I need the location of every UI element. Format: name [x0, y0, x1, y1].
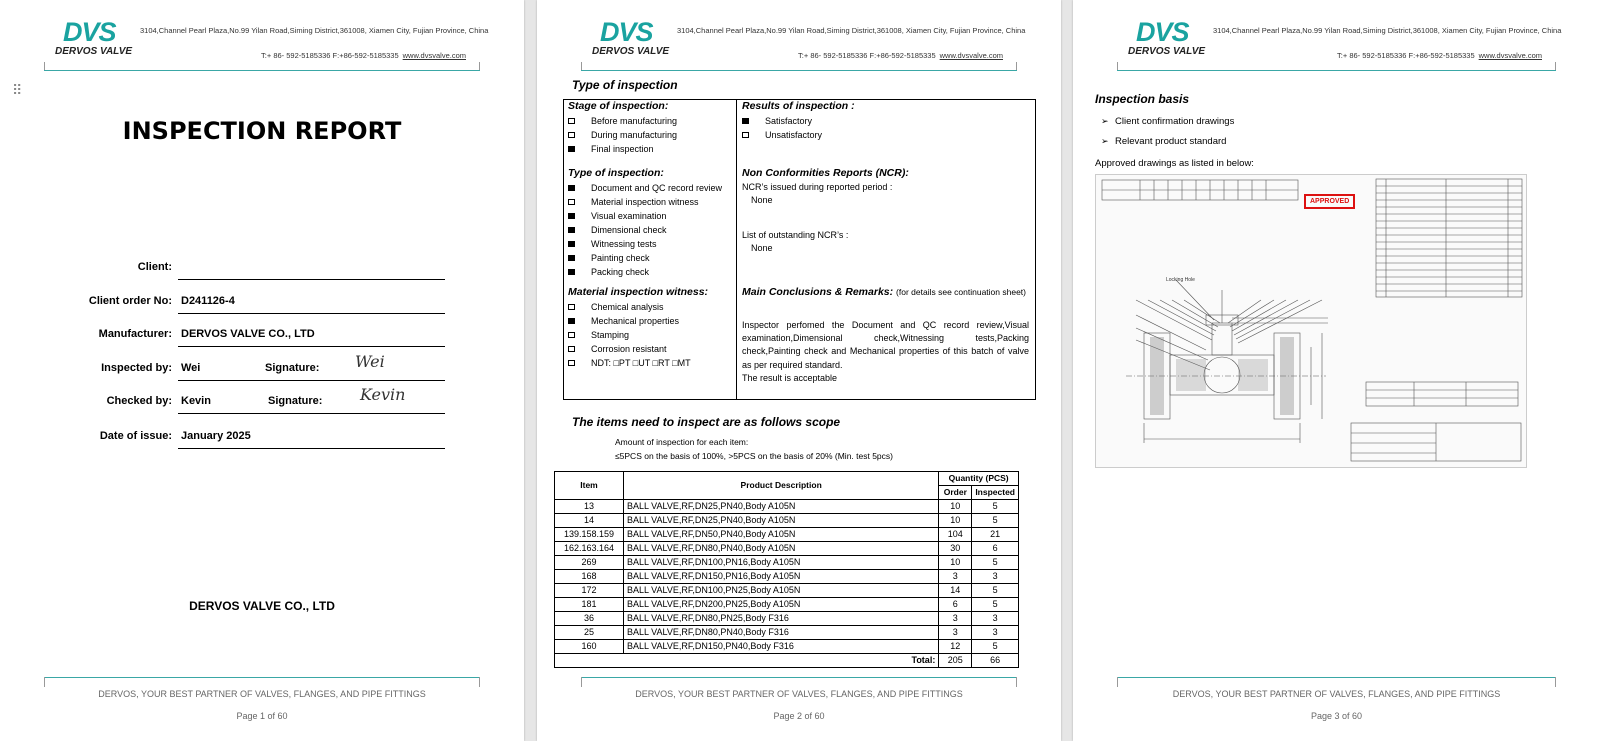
arrow-bullet-icon: ➢: [1101, 116, 1109, 126]
checkbox-item: [568, 237, 722, 251]
stage-section: [568, 100, 677, 156]
basis-line: ≤5PCS on the basis of 100%, >5PCS on the basis of 20% (Min. test 5pcs): [615, 451, 893, 461]
logo-mark: DVS: [600, 17, 653, 47]
col-desc-header: Product Description: [624, 472, 939, 500]
page-number: Page 2 of 60: [773, 711, 825, 721]
checkbox-label: Document and QC record review: [591, 183, 723, 193]
ncr-title: Non Conformities Reports (NCR):: [742, 167, 909, 179]
arrow-bullet-icon: ➢: [1101, 136, 1109, 146]
table-row: [555, 584, 1019, 598]
logo-name: DERVOS VALVE: [592, 46, 670, 57]
field-underline: [178, 279, 445, 280]
inspected-signature: Wei: [355, 352, 385, 371]
checkbox-item: [568, 128, 677, 142]
header-website-link[interactable]: www.dvsvalve.com: [939, 51, 1003, 60]
row-description: BALL VALVE,RF,DN25,PN40,Body A105N: [624, 514, 939, 528]
type-list: [568, 181, 722, 279]
drawing-label: Locking Hole: [1166, 277, 1195, 283]
footer-tagline: DERVOS, YOUR BEST PARTNER OF VALVES, FLANGES, AND PIPE FITTINGS: [98, 689, 426, 699]
row-description: BALL VALVE,RF,DN80,PN25,Body F316: [624, 612, 939, 626]
table-row: [555, 570, 1019, 584]
row-order: 10: [939, 500, 972, 514]
checked-box-icon[interactable]: [742, 118, 749, 124]
checkbox-label: Material inspection witness: [591, 197, 699, 207]
column-divider: [736, 100, 737, 399]
row-description: BALL VALVE,RF,DN200,PN25,Body A105N: [624, 598, 939, 612]
report-page-1: [0, 0, 524, 741]
header-corner-mark: [479, 62, 480, 70]
row-order: 30: [939, 542, 972, 556]
checked-box-icon[interactable]: [568, 318, 575, 324]
unchecked-box-icon[interactable]: [568, 199, 575, 205]
order-label: Client order No:: [88, 295, 172, 307]
page-header: [537, 0, 1061, 80]
unchecked-box-icon[interactable]: [568, 118, 575, 124]
row-order: 14: [939, 584, 972, 598]
table-row: [555, 514, 1019, 528]
row-description: BALL VALVE,RF,DN80,PN40,Body F316: [624, 626, 939, 640]
row-inspected: 3: [972, 626, 1019, 640]
table-row: [555, 598, 1019, 612]
company-logo: [55, 18, 145, 60]
checked-box-icon[interactable]: [568, 255, 575, 261]
results-title: Results of inspection :: [742, 100, 855, 112]
amount-line: Amount of inspection for each item:: [615, 437, 749, 447]
basis-item-label: Client confirmation drawings: [1115, 116, 1235, 127]
total-row: [555, 654, 1019, 668]
checkbox-label: Satisfactory: [765, 116, 813, 126]
inspected-signature-label: Signature:: [265, 362, 320, 374]
row-order: 3: [939, 626, 972, 640]
row-item: 168: [555, 570, 624, 584]
checked-signature-label: Signature:: [268, 395, 323, 407]
checkbox-item: [568, 342, 708, 356]
basis-item: [1101, 136, 1226, 147]
checked-by-label: Checked by:: [106, 395, 172, 407]
row-inspected: 5: [972, 514, 1019, 528]
inspection-basis-title: Inspection basis: [1095, 92, 1190, 106]
ncr-section: [742, 167, 909, 255]
total-inspected: 66: [972, 654, 1019, 668]
checkbox-label: Witnessing tests: [591, 239, 657, 249]
unchecked-box-icon[interactable]: [568, 132, 575, 138]
logo-mark: DVS: [63, 17, 116, 47]
checkbox-label: Mechanical properties: [591, 316, 680, 326]
checkbox-item: [568, 300, 708, 314]
table-row: [555, 626, 1019, 640]
inspected-by-label: Inspected by:: [101, 362, 172, 374]
header-address: 3104,Channel Pearl Plaza,No.99 Yilan Road,Siming District,361008, Xiamen City, Fujian Province, China: [677, 26, 1026, 35]
field-underline: [178, 413, 445, 414]
conclusions-text-block: [742, 319, 1029, 385]
checkbox-label: Unsatisfactory: [765, 130, 823, 140]
row-description: BALL VALVE,RF,DN80,PN40,Body A105N: [624, 542, 939, 556]
report-title: INSPECTION REPORT: [122, 117, 402, 145]
footer-tagline: DERVOS, YOUR BEST PARTNER OF VALVES, FLANGES, AND PIPE FITTINGS: [1172, 689, 1501, 699]
header-divider: [581, 70, 1017, 71]
checkbox-label: Painting check: [591, 253, 650, 263]
checkbox-label: Stamping: [591, 330, 630, 340]
row-item: 162.163.164: [555, 542, 624, 556]
unchecked-box-icon[interactable]: [742, 132, 749, 138]
results-list: [742, 114, 855, 142]
drag-handle-icon[interactable]: ⠿: [12, 82, 23, 98]
row-inspected: 5: [972, 584, 1019, 598]
header-contact: [261, 51, 466, 60]
type-section: [568, 167, 722, 279]
row-inspected: 6: [972, 542, 1019, 556]
checkbox-label: Final inspection: [591, 144, 654, 154]
ncr-outstanding-value: None: [751, 243, 773, 253]
company-logo: [1128, 18, 1218, 60]
header-address: 3104,Channel Pearl Plaza,No.99 Yilan Road,Siming District,361008, Xiamen City, Fujian Province, China: [140, 26, 489, 35]
manufacturer-row: [0, 316, 524, 349]
header-phone-fax: T:+ 86- 592-5185336 F:+86-592-5185335: [1337, 51, 1475, 60]
logo-name: DERVOS VALVE: [1128, 46, 1206, 57]
company-logo: [592, 18, 682, 60]
date-row: [0, 418, 524, 451]
field-underline: [178, 448, 445, 449]
header-corner-mark: [1117, 62, 1118, 70]
footer-divider: [1117, 677, 1556, 678]
approved-drawing-image: [1095, 174, 1527, 468]
stage-title: Stage of inspection:: [568, 100, 669, 112]
row-order: 104: [939, 528, 972, 542]
checkbox-item: [568, 181, 722, 195]
row-description: BALL VALVE,RF,DN100,PN16,Body A105N: [624, 556, 939, 570]
col-item-header: Item: [555, 472, 624, 500]
checkbox-label: During manufacturing: [591, 130, 678, 140]
footer-corner-mark: [1555, 677, 1556, 687]
material-section: [568, 286, 708, 370]
row-description: BALL VALVE,RF,DN100,PN25,Body A105N: [624, 584, 939, 598]
row-inspected: 21: [972, 528, 1019, 542]
checkbox-item: [568, 356, 708, 370]
conclusions-title: Main Conclusions & Remarks:: [742, 286, 894, 298]
row-order: 3: [939, 612, 972, 626]
table-row: [555, 528, 1019, 542]
checked-box-icon[interactable]: [568, 213, 575, 219]
row-description: BALL VALVE,RF,DN50,PN40,Body A105N: [624, 528, 939, 542]
date-value: January 2025: [181, 430, 251, 442]
unchecked-box-icon[interactable]: [568, 360, 575, 366]
checkbox-label: Corrosion resistant: [591, 344, 667, 354]
footer-tagline: DERVOS, YOUR BEST PARTNER OF VALVES, FLANGES, AND PIPE FITTINGS: [635, 689, 963, 699]
footer-corner-mark: [1016, 677, 1017, 687]
unchecked-box-icon[interactable]: [568, 304, 575, 310]
stage-list: [568, 114, 677, 156]
row-item: 25: [555, 626, 624, 640]
checkbox-label: Visual examination: [591, 211, 667, 221]
unchecked-box-icon[interactable]: [568, 332, 575, 338]
header-phone-fax: T:+ 86- 592-5185336 F:+86-592-5185335: [261, 51, 399, 60]
checked-box-icon[interactable]: [568, 185, 575, 191]
row-order: 3: [939, 570, 972, 584]
checkbox-item: [568, 209, 722, 223]
col-order-header: Order: [939, 486, 972, 500]
checkbox-label: NDT: □PT □UT □RT □MT: [591, 358, 691, 368]
scope-title: The items need to inspect are as follows scope: [572, 415, 841, 429]
checked-row: [0, 383, 524, 416]
header-corner-mark: [1555, 62, 1556, 70]
footer-corner-mark: [479, 677, 480, 687]
table-row: [555, 612, 1019, 626]
type-of-inspection-title: Type of inspection: [572, 78, 678, 92]
row-inspected: 3: [972, 570, 1019, 584]
checkbox-label: Packing check: [591, 267, 650, 277]
row-order: 12: [939, 640, 972, 654]
row-order: 10: [939, 556, 972, 570]
header-address: 3104,Channel Pearl Plaza,No.99 Yilan Road,Siming District,361008, Xiamen City, Fujian Province, China: [1213, 26, 1562, 35]
valve-drawing-svg: [1096, 175, 1526, 467]
row-item: 181: [555, 598, 624, 612]
page-number: Page 1 of 60: [236, 711, 288, 721]
conclusions-text: Inspector perfomed the Document and QC record review,Visual examination,Dimensional check,Witnessing tests,Packing check,Painting check and Mechanical properties of this batch of valve as per required standard.: [742, 320, 1029, 370]
checked-signature: Kevin: [360, 385, 406, 404]
checkbox-item: [568, 223, 722, 237]
client-label: Client:: [137, 261, 172, 273]
header-divider: [44, 70, 480, 71]
col-inspected-header: Inspected: [972, 486, 1019, 500]
header-divider: [1117, 70, 1556, 71]
manufacturer-value: DERVOS VALVE CO., LTD: [181, 328, 315, 340]
row-inspected: 5: [972, 640, 1019, 654]
row-description: BALL VALVE,RF,DN150,PN16,Body A105N: [624, 570, 939, 584]
logo-mark: DVS: [1136, 17, 1189, 47]
field-underline: [178, 346, 445, 347]
basis-item: [1101, 116, 1234, 127]
row-item: 172: [555, 584, 624, 598]
header-corner-mark: [44, 62, 45, 70]
checkbox-label: Chemical analysis: [591, 302, 664, 312]
footer-corner-mark: [44, 677, 45, 687]
checked-by-value: Kevin: [181, 395, 211, 407]
checkbox-item: [568, 314, 708, 328]
checkbox-label: Dimensional check: [591, 225, 667, 235]
row-description: BALL VALVE,RF,DN25,PN40,Body A105N: [624, 500, 939, 514]
col-qty-header: Quantity (PCS): [939, 472, 1019, 486]
company-name: DERVOS VALVE CO., LTD: [189, 599, 335, 613]
row-inspected: 5: [972, 500, 1019, 514]
checked-box-icon[interactable]: [568, 269, 575, 275]
row-item: 160: [555, 640, 624, 654]
field-underline: [178, 380, 445, 381]
checkbox-item: [568, 142, 677, 156]
checkbox-item: [568, 251, 722, 265]
row-description: BALL VALVE,RF,DN150,PN40,Body F316: [624, 640, 939, 654]
page-header: [0, 0, 524, 80]
approved-drawings-line: Approved drawings as listed in below:: [1095, 158, 1254, 169]
ncr-outstanding-label: List of outstanding NCR’s :: [742, 230, 849, 240]
row-item: 139.158.159: [555, 528, 624, 542]
row-order: 6: [939, 598, 972, 612]
report-page-2: [537, 0, 1061, 741]
inspected-by-value: Wei: [181, 362, 201, 374]
order-value: D241126-4: [181, 295, 235, 307]
ncr-issued-label: NCR’s issued during reported period :: [742, 182, 893, 192]
checked-box-icon[interactable]: [568, 227, 575, 233]
table-row: [555, 556, 1019, 570]
header-contact: [798, 51, 1003, 60]
material-list: [568, 300, 708, 370]
row-order: 10: [939, 514, 972, 528]
page-number: Page 3 of 60: [1310, 711, 1363, 721]
approved-stamp: APPROVED: [1304, 194, 1355, 209]
header-website-link[interactable]: www.dvsvalve.com: [402, 51, 466, 60]
unchecked-box-icon[interactable]: [568, 346, 575, 352]
conclusions-header: [742, 286, 1026, 300]
conclusions-note: (for details see continuation sheet): [896, 287, 1026, 297]
row-item: 269: [555, 556, 624, 570]
header-corner-mark: [581, 62, 582, 70]
page-header: [1073, 0, 1600, 80]
checked-box-icon[interactable]: [568, 146, 575, 152]
checkbox-label: Before manufacturing: [591, 116, 678, 126]
row-inspected: 3: [972, 612, 1019, 626]
report-page-3: [1073, 0, 1600, 741]
table-row: [555, 640, 1019, 654]
footer-corner-mark: [581, 677, 582, 687]
header-corner-mark: [1016, 62, 1017, 70]
row-item: 14: [555, 514, 624, 528]
date-label: Date of issue:: [99, 430, 172, 442]
table-row: [555, 542, 1019, 556]
header-phone-fax: T:+ 86- 592-5185336 F:+86-592-5185335: [798, 51, 936, 60]
checkbox-item: [568, 265, 722, 279]
footer-corner-mark: [1117, 677, 1118, 687]
checkbox-item: [742, 114, 855, 128]
items-table-body: [555, 500, 1019, 654]
row-inspected: 5: [972, 556, 1019, 570]
total-order: 205: [939, 654, 972, 668]
field-underline: [178, 313, 445, 314]
footer-divider: [581, 677, 1017, 678]
header-website-link[interactable]: www.dvsvalve.com: [1478, 51, 1542, 60]
footer-divider: [44, 677, 480, 678]
total-label: Total:: [555, 654, 939, 668]
order-row: [0, 283, 524, 316]
row-item: 36: [555, 612, 624, 626]
results-section: [742, 100, 855, 142]
manufacturer-label: Manufacturer:: [98, 328, 172, 340]
logo-name: DERVOS VALVE: [55, 46, 133, 57]
inspected-row: [0, 350, 524, 383]
row-item: 13: [555, 500, 624, 514]
client-row: [0, 249, 524, 282]
checkbox-item: [568, 195, 722, 209]
checkbox-item: [568, 114, 677, 128]
ncr-issued-value: None: [751, 195, 773, 205]
type-title: Type of inspection:: [568, 167, 664, 179]
checkbox-item: [742, 128, 855, 142]
row-inspected: 5: [972, 598, 1019, 612]
basis-item-label: Relevant product standard: [1115, 136, 1227, 147]
checked-box-icon[interactable]: [568, 241, 575, 247]
items-table: [554, 471, 1019, 668]
conclusions-result: The result is acceptable: [742, 372, 838, 383]
table-header-row: [555, 472, 1019, 486]
checkbox-item: [568, 328, 708, 342]
table-row: [555, 500, 1019, 514]
inspection-summary-box: [563, 99, 1036, 400]
material-title: Material inspection witness:: [568, 286, 709, 298]
header-contact: [1337, 51, 1542, 60]
